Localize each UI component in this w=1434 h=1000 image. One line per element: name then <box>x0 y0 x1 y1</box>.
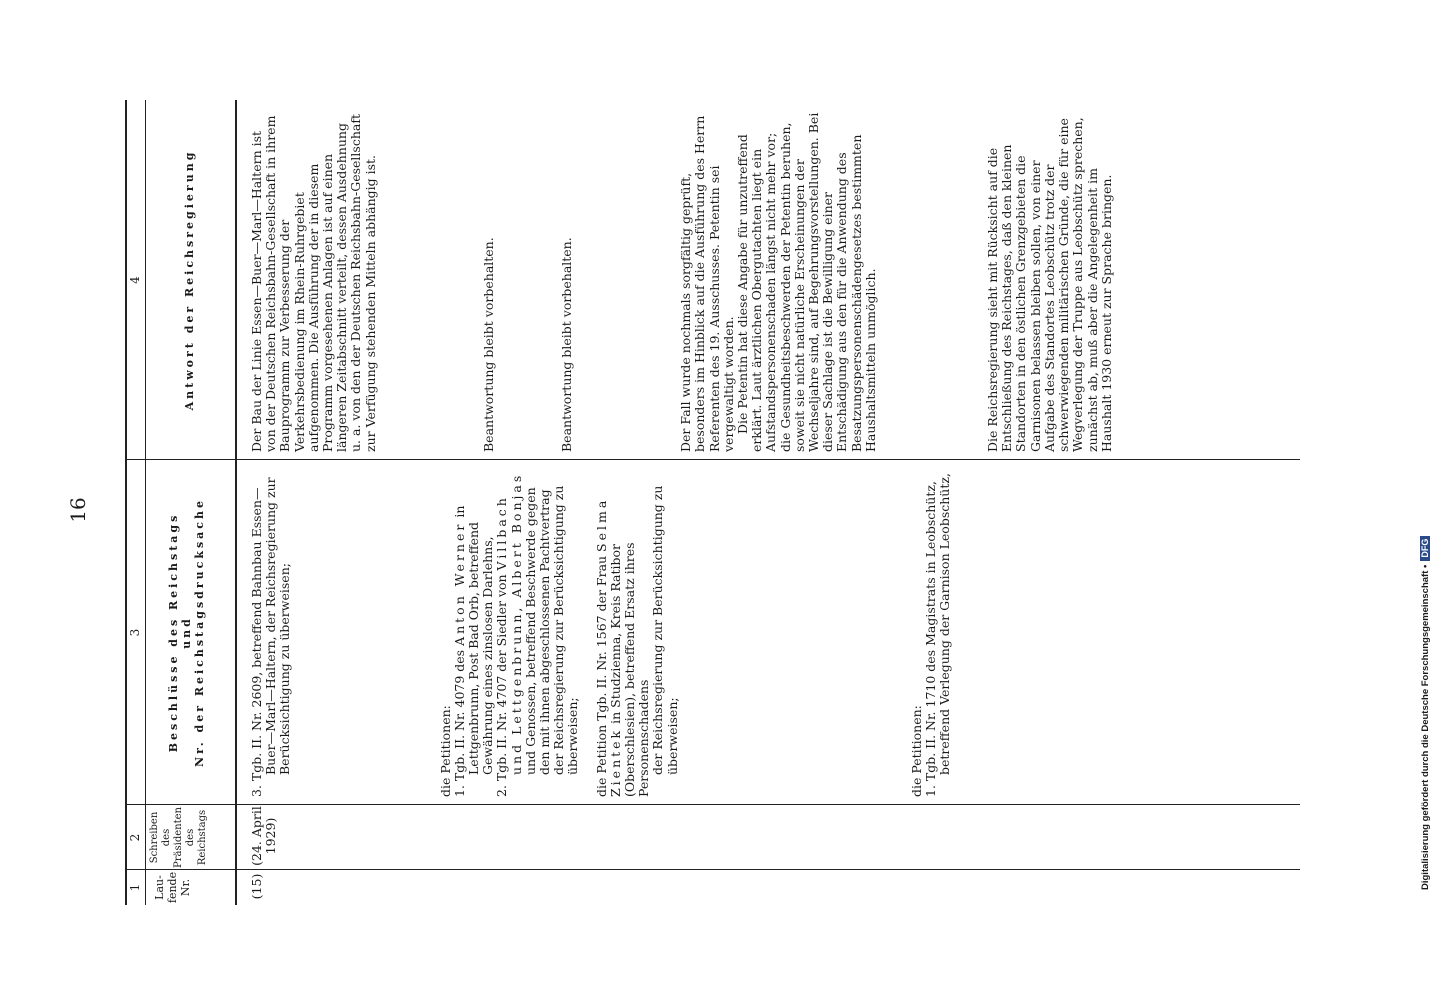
column-divider-2 <box>125 804 1300 805</box>
page-number: 16 <box>66 497 90 523</box>
petition-2-rest: und Genossen, betreffend Beschwerde gegen den mit ihnen abgeschlossenen Pachtvertrag <box>522 487 553 775</box>
answer-petition-1: Beantwortung bleibt vorbehalten. <box>480 237 496 452</box>
petitions-intro-a: die Petitionen: <box>437 705 453 797</box>
answer-item-3: Der Bau der Linie Essen—Buer—Marl—Haltern ist von der Deutschen Reichsbahn-Gesellschaft in ihrem Bauprogramm zur Verbesserung der Verkehrsbedienung im Rhein-Ruhrgebiet aufgenommen. Die Ausführung der in diesem Programm vorgesehenen Anlagen ist auf einen längeren Zeitabschnitt verteilt, dessen Ausdehnung u. a. von den der Deutschen Reichsbahn-Gesellschaft zur Verfügung stehenden Mitteln abhängig ist. <box>249 114 378 452</box>
petition-zientek-decision: der Reichsregierung zur Berücksichtigung zu überweisen; <box>650 485 680 775</box>
column-divider-3 <box>125 459 1300 460</box>
decision-column <box>250 467 952 797</box>
column-number-2: 2 <box>128 833 142 842</box>
column-divider-1 <box>125 869 1300 870</box>
credit-text: Digitalisierung gefördert durch die Deutsche Forschungsgemeinschaft • <box>1420 564 1431 890</box>
header-laufende-nr: Lau- fende Nr. <box>153 871 192 904</box>
entry-date: (24. April 1929) <box>249 806 279 866</box>
column-number-3: 3 <box>128 628 142 637</box>
petitions-intro-c: die Petitionen: <box>908 705 924 797</box>
petition-zientek-rest: in Studzienna, Kreis Ratibor (Oberschlesien), betreffend Ersatz ihres Personenschadens <box>607 542 652 797</box>
petition-item-2 <box>495 467 552 797</box>
answer-leobschuetz: Die Reichsregierung sieht mit Rücksicht auf die Entschließung des Reichstages, daß den kleinen Standorten in den östlichen Grenzgebieten die Garnisonen belassen bleiben sollen, von einer Aufgabe des Standortes Leobschütz trotz der schwerwiegenden militärischen Gründe, die für eine Wegverlegung der Truppe aus Leobschütz sprechen, zunächst ab, muß aber die Angelegenheit im Haushalt 1930 erneut zur Sprache bringen. <box>985 117 1114 452</box>
header-beschluesse <box>167 460 206 805</box>
petitions-decision: der Reichsregierung zur Berücksichtigung zu überweisen; <box>551 485 581 775</box>
column-number-1: 1 <box>128 883 142 892</box>
petition-item-1 <box>453 467 496 797</box>
header-beschluesse-line3: Nr. der Reichstagsdrucksache <box>193 498 206 767</box>
petition-2-prefix: 2. Tgb. II. Nr. 4707 der Siedler von <box>494 570 510 797</box>
entry-number: (15) <box>249 873 264 900</box>
petition-table <box>125 100 1300 905</box>
answer-petition-2: Beantwortung bleibt vorbehalten. <box>559 237 575 452</box>
petition-1-prefix: 1. Tgb. II. Nr. 4079 des <box>451 645 467 797</box>
table-top-rule <box>125 100 127 905</box>
header-beschluesse-line2: und <box>180 616 193 649</box>
decision-item-3: 3. Tgb. II. Nr. 2609, betreffend Bahnbau Essen—Buer—Marl—Haltern, der Reichsregierung zur Berücksichtigung zu überweisen; <box>249 477 293 797</box>
header-schreiben: Schreiben des Präsidenten des Reichstags <box>149 807 208 868</box>
petition-2-names: Villbach und Lettgenbrunn, Albert Bonjas <box>494 472 524 775</box>
dfg-logo: DFG <box>1420 536 1430 561</box>
column-number-4: 4 <box>128 276 142 284</box>
column-number-rule <box>145 100 146 905</box>
petition-zientek-name: Selma Zientek <box>593 497 623 797</box>
petition-1-rest: in Lettgenbrunn, Post Bad Orb, betreffend Gewährung eines zinslosen Darlehns, <box>451 505 496 775</box>
header-rule <box>235 100 237 905</box>
petition-zientek-prefix: die Petition Tgb. II. Nr. 1567 der Frau <box>593 551 609 797</box>
petition-zientek <box>595 467 652 797</box>
answer-column <box>250 112 1114 452</box>
header-beschluesse-line1: Beschlüsse des Reichstags <box>167 512 180 753</box>
answer-zientek-p2: Die Petentin hat diese Angabe für unzutreffend erklärt. Laut ärztlichen Obergutachten liegt ein Aufstandspersonenschaden längst nicht mehr vor; die Gesundheitsbeschwerden der Petentin beruhen, soweit sie nicht natürliche Erscheinungen der Wechseljahre sind, auf Begehrungsvorstellungen. Bei dieser Sachlage ist die Bewilligung einer Entschädigung aus den für die Anwendung des Besatzungspersonenschädengesetzes bestimmten Haushaltsmitteln unmöglich. <box>735 112 878 452</box>
header-antwort: Antwort der Reichsregierung <box>183 149 196 411</box>
digitization-credit <box>1420 110 1431 890</box>
answer-zientek-p1: Der Fall wurde nochmals sorgfältig geprüft, besonders im Hinblick auf die Ausführung des Herrn Referenten des 19. Ausschusses. Petentin sei vergewaltigt worden. <box>678 115 736 452</box>
petition-leobschuetz: 1. Tgb. II. Nr. 1710 des Magistrats in Leobschütz, betreffend Verlegung der Garnison Leobschütz, <box>923 473 953 797</box>
petition-1-name: Anton Werner <box>451 521 467 646</box>
